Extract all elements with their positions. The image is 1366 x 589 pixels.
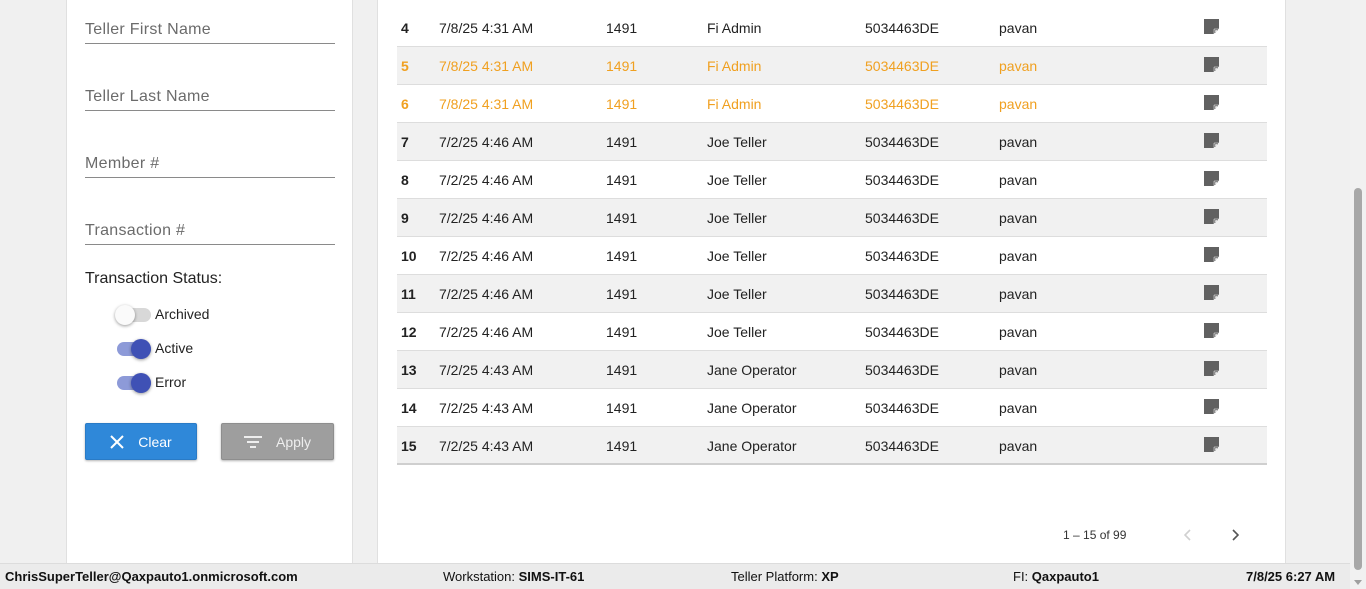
status-fi: FI: Qaxpauto1 xyxy=(1013,569,1099,584)
previous-page-button[interactable] xyxy=(1177,524,1199,546)
row-user: Jane Operator xyxy=(707,400,797,416)
row-code: 1491 xyxy=(606,210,638,226)
error-switch[interactable] xyxy=(115,372,151,392)
row-reference: 5034463DE xyxy=(865,20,939,36)
transaction-status-title: Transaction Status: xyxy=(85,270,223,287)
table-row[interactable] xyxy=(397,389,1267,427)
teller-first-name-input[interactable] xyxy=(85,16,335,43)
row-date: 7/2/25 4:46 AM xyxy=(439,248,534,264)
table-row[interactable] xyxy=(397,199,1267,237)
row-code: 1491 xyxy=(606,248,638,264)
note-icon[interactable] xyxy=(1203,18,1220,38)
row-number: 10 xyxy=(401,248,417,264)
next-page-button[interactable] xyxy=(1224,524,1246,546)
row-date: 7/2/25 4:43 AM xyxy=(439,438,534,454)
table-row[interactable] xyxy=(397,9,1267,47)
member-number-field[interactable] xyxy=(85,150,335,178)
row-code: 1491 xyxy=(606,58,638,74)
row-created-by: pavan xyxy=(999,210,1038,226)
row-user: Fi Admin xyxy=(707,20,762,36)
note-icon[interactable] xyxy=(1203,322,1220,342)
apply-button-label: Apply xyxy=(275,433,312,450)
row-created-by: pavan xyxy=(999,96,1038,112)
row-number: 13 xyxy=(401,362,417,378)
row-created-by: pavan xyxy=(999,20,1038,36)
row-created-by: pavan xyxy=(999,286,1038,302)
page-scrollbar[interactable] xyxy=(1350,0,1366,589)
table-row[interactable] xyxy=(397,161,1267,199)
row-reference: 5034463DE xyxy=(865,286,939,302)
row-date: 7/2/25 4:43 AM xyxy=(439,400,534,416)
error-label: Error xyxy=(155,374,187,390)
note-icon[interactable] xyxy=(1203,246,1220,266)
row-number: 6 xyxy=(401,96,409,112)
status-workstation: Workstation: SIMS-IT-61 xyxy=(443,569,585,584)
close-icon xyxy=(110,435,124,449)
row-date: 7/2/25 4:46 AM xyxy=(439,172,534,188)
teller-first-name-field[interactable] xyxy=(85,16,335,44)
teller-last-name-input[interactable] xyxy=(85,83,335,110)
scroll-down-icon[interactable] xyxy=(1354,580,1362,585)
row-date: 7/2/25 4:43 AM xyxy=(439,362,534,378)
row-number: 9 xyxy=(401,210,409,226)
active-switch[interactable] xyxy=(115,338,151,358)
status-datetime: 7/8/25 6:27 AM xyxy=(1246,569,1336,584)
note-icon[interactable] xyxy=(1203,398,1220,418)
status-platform: Teller Platform: XP xyxy=(731,569,839,584)
table-row[interactable] xyxy=(397,351,1267,389)
row-user: Joe Teller xyxy=(707,210,767,226)
row-created-by: pavan xyxy=(999,362,1038,378)
archived-label: Archived xyxy=(155,306,210,322)
row-code: 1491 xyxy=(606,438,638,454)
clear-button[interactable] xyxy=(85,423,197,460)
note-icon[interactable] xyxy=(1203,360,1220,380)
table-row[interactable] xyxy=(397,123,1267,161)
chevron-left-icon xyxy=(1184,529,1192,541)
scrollbar-thumb[interactable] xyxy=(1354,188,1362,570)
row-code: 1491 xyxy=(606,286,638,302)
row-number: 8 xyxy=(401,172,409,188)
row-reference: 5034463DE xyxy=(865,248,939,264)
row-created-by: pavan xyxy=(999,438,1038,454)
row-user: Joe Teller xyxy=(707,172,767,188)
row-date: 7/2/25 4:46 AM xyxy=(439,324,534,340)
row-user: Joe Teller xyxy=(707,324,767,340)
row-number: 7 xyxy=(401,134,409,150)
pagination-range: 1 – 15 of 99 xyxy=(1063,528,1127,542)
row-date: 7/8/25 4:31 AM xyxy=(439,58,534,74)
row-created-by: pavan xyxy=(999,134,1038,150)
note-icon[interactable] xyxy=(1203,170,1220,190)
row-number: 11 xyxy=(401,286,416,302)
row-code: 1491 xyxy=(606,20,638,36)
row-user: Jane Operator xyxy=(707,438,797,454)
active-label: Active xyxy=(155,340,194,356)
row-reference: 5034463DE xyxy=(865,210,939,226)
row-code: 1491 xyxy=(606,172,638,188)
note-icon[interactable] xyxy=(1203,208,1220,228)
table-row[interactable] xyxy=(397,85,1267,123)
note-icon[interactable] xyxy=(1203,284,1220,304)
row-number: 14 xyxy=(401,400,417,416)
row-number: 12 xyxy=(401,324,417,340)
row-user: Joe Teller xyxy=(707,134,767,150)
row-reference: 5034463DE xyxy=(865,362,939,378)
row-reference: 5034463DE xyxy=(865,400,939,416)
row-user: Fi Admin xyxy=(707,96,762,112)
row-created-by: pavan xyxy=(999,324,1038,340)
row-reference: 5034463DE xyxy=(865,96,939,112)
table-row[interactable] xyxy=(397,237,1267,275)
row-user: Joe Teller xyxy=(707,286,767,302)
row-reference: 5034463DE xyxy=(865,134,939,150)
table-row[interactable] xyxy=(397,313,1267,351)
note-icon[interactable] xyxy=(1203,94,1220,114)
row-created-by: pavan xyxy=(999,400,1038,416)
row-user: Fi Admin xyxy=(707,58,762,74)
row-code: 1491 xyxy=(606,400,638,416)
row-date: 7/8/25 4:31 AM xyxy=(439,96,534,112)
toggle-archived[interactable] xyxy=(115,302,209,326)
status-user: ChrisSuperTeller@Qaxpauto1.onmicrosoft.com xyxy=(5,569,298,584)
note-icon[interactable] xyxy=(1203,56,1220,76)
transaction-number-field[interactable] xyxy=(85,217,335,245)
row-date: 7/8/25 4:31 AM xyxy=(439,20,534,36)
row-date: 7/2/25 4:46 AM xyxy=(439,210,534,226)
table-row[interactable] xyxy=(397,275,1267,313)
toggle-active[interactable] xyxy=(115,336,193,360)
member-number-input[interactable] xyxy=(85,150,335,177)
toggle-error[interactable] xyxy=(115,370,186,394)
row-user: Jane Operator xyxy=(707,362,797,378)
chevron-right-icon xyxy=(1231,529,1239,541)
row-created-by: pavan xyxy=(999,172,1038,188)
row-code: 1491 xyxy=(606,134,638,150)
row-number: 4 xyxy=(401,20,409,36)
status-bar xyxy=(0,563,1350,589)
apply-button[interactable] xyxy=(221,423,334,460)
teller-last-name-field[interactable] xyxy=(85,83,335,111)
row-reference: 5034463DE xyxy=(865,324,939,340)
transaction-number-input[interactable] xyxy=(85,217,335,244)
archived-switch[interactable] xyxy=(115,304,151,324)
table-row[interactable] xyxy=(397,47,1267,85)
row-code: 1491 xyxy=(606,96,638,112)
row-reference: 5034463DE xyxy=(865,172,939,188)
row-created-by: pavan xyxy=(999,248,1038,264)
table-row[interactable] xyxy=(397,427,1267,465)
filter-icon xyxy=(244,436,262,448)
row-number: 5 xyxy=(401,58,409,74)
note-icon[interactable] xyxy=(1203,132,1220,152)
row-user: Joe Teller xyxy=(707,248,767,264)
filter-panel xyxy=(66,0,353,563)
clear-button-label: Clear xyxy=(138,433,172,450)
row-code: 1491 xyxy=(606,324,638,340)
note-icon[interactable] xyxy=(1203,436,1220,456)
row-created-by: pavan xyxy=(999,58,1038,74)
row-reference: 5034463DE xyxy=(865,438,939,454)
row-date: 7/2/25 4:46 AM xyxy=(439,134,534,150)
row-date: 7/2/25 4:46 AM xyxy=(439,286,534,302)
row-code: 1491 xyxy=(606,362,638,378)
row-number: 15 xyxy=(401,438,417,454)
transactions-table-card xyxy=(377,0,1286,563)
row-reference: 5034463DE xyxy=(865,58,939,74)
